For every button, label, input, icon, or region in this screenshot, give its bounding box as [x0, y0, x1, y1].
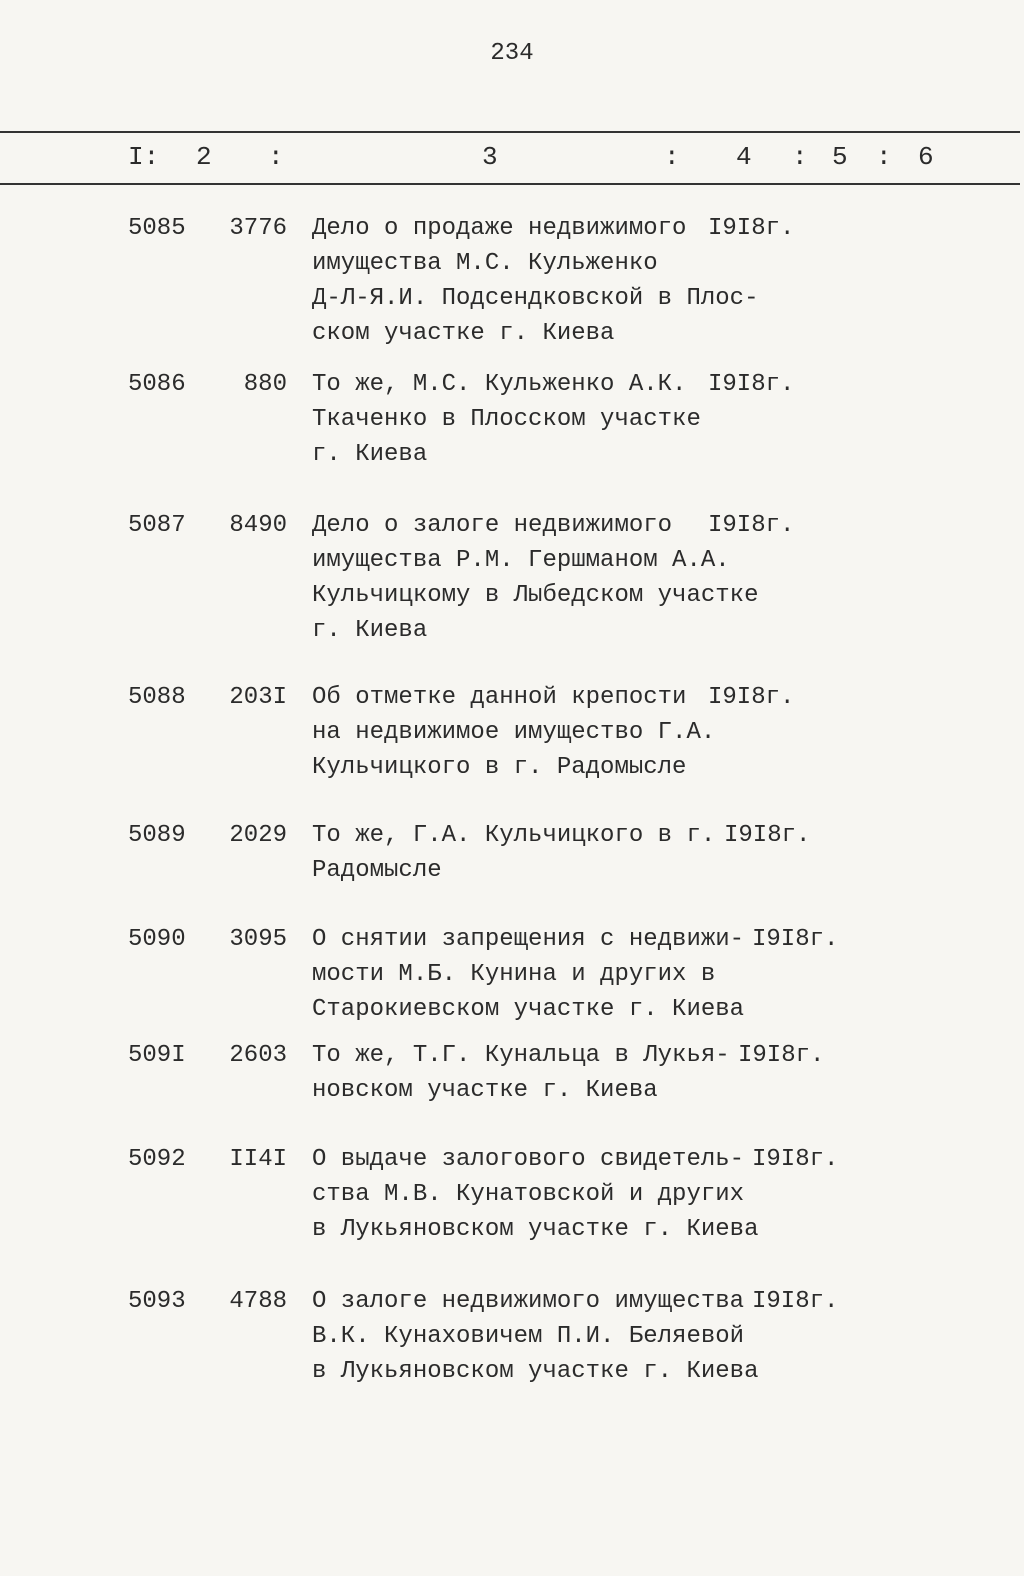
description-line: Д-Л-Я.И. Подсендковской в Плос-: [312, 285, 759, 312]
description-line: Дело о залоге недвижимого: [312, 512, 673, 539]
header-sep-4: :: [876, 142, 892, 172]
description-line: на недвижимое имущество Г.А.: [312, 719, 716, 746]
description-line: То же, Т.Г. Кунальца в Лукья-: [312, 1042, 730, 1069]
inventory-number: 203I: [229, 684, 287, 711]
entry-number: 5087: [128, 512, 186, 539]
inventory-number: 2603: [229, 1042, 287, 1069]
description-line: Радомысле: [312, 857, 442, 884]
description-line: Кульчицкому в Лыбедском участке: [312, 582, 759, 609]
entry-description: [312, 680, 716, 785]
header-col-5: 5: [832, 142, 848, 172]
entry-description: [312, 1038, 730, 1108]
entry-number: 5093: [128, 1288, 186, 1315]
description-line: О снятии запрещения с недвижи-: [312, 926, 745, 953]
description-line: имущества Р.М. Гершманом А.А.: [312, 547, 730, 574]
header-rule-top: [0, 131, 1020, 133]
description-line: Старокиевском участке г. Киева: [312, 996, 745, 1023]
description-line: То же, М.С. Кульженко А.К.: [312, 371, 687, 398]
description-line: г. Киева: [312, 441, 428, 468]
description-line: О залоге недвижимого имущества: [312, 1288, 745, 1315]
entry-number: 5086: [128, 371, 186, 398]
header-col-3: 3: [482, 142, 498, 172]
description-line: Ткаченко в Плосском участке: [312, 406, 701, 433]
description-line: О выдаче залогового свидетель-: [312, 1146, 745, 1173]
description-line: В.К. Кунаховичем П.И. Беляевой: [312, 1323, 745, 1350]
entry-number: 5085: [128, 215, 186, 242]
header-col-6: 6: [918, 142, 934, 172]
entry-year: I9I8г.: [708, 684, 795, 711]
entry-description: [312, 818, 716, 888]
entry-year: I9I8г.: [708, 215, 795, 242]
description-line: Об отметке данной крепости: [312, 684, 687, 711]
entry-year: I9I8г.: [752, 1288, 839, 1315]
page-number: 234: [490, 40, 534, 67]
entry-year: I9I8г.: [752, 1146, 839, 1173]
inventory-number: II4I: [229, 1146, 287, 1173]
inventory-number: 8490: [229, 512, 287, 539]
entry-description: [312, 922, 745, 1027]
description-line: ском участке г. Киева: [312, 320, 615, 347]
header-sep-1: :: [268, 142, 284, 172]
entry-number: 5092: [128, 1146, 186, 1173]
description-line: То же, Г.А. Кульчицкого в г.: [312, 822, 716, 849]
description-line: имущества М.С. Кульженко: [312, 250, 658, 277]
description-line: в Лукьяновском участке г. Киева: [312, 1358, 759, 1385]
description-line: Кульчицкого в г. Радомысле: [312, 754, 687, 781]
header-col-4: 4: [736, 142, 752, 172]
entry-year: I9I8г.: [738, 1042, 825, 1069]
description-line: в Лукьяновском участке г. Киева: [312, 1216, 759, 1243]
entry-year: I9I8г.: [724, 822, 811, 849]
inventory-number: 3776: [229, 215, 287, 242]
description-line: Дело о продаже недвижимого: [312, 215, 687, 242]
entry-number: 509I: [128, 1042, 186, 1069]
inventory-number: 2029: [229, 822, 287, 849]
entry-description: [312, 1284, 759, 1389]
entry-number: 5090: [128, 926, 186, 953]
description-line: новском участке г. Киева: [312, 1077, 658, 1104]
entry-number: 5089: [128, 822, 186, 849]
description-line: г. Киева: [312, 617, 428, 644]
entry-description: [312, 1142, 759, 1247]
header-col-2: 2: [196, 142, 212, 172]
description-line: мости М.Б. Кунина и других в: [312, 961, 716, 988]
header-col-1: I:: [128, 142, 160, 172]
header-rule-bottom: [0, 183, 1020, 185]
header-sep-3: :: [792, 142, 808, 172]
entry-year: I9I8г.: [708, 371, 795, 398]
entry-year: I9I8г.: [752, 926, 839, 953]
entry-number: 5088: [128, 684, 186, 711]
entry-year: I9I8г.: [708, 512, 795, 539]
inventory-number: 3095: [229, 926, 287, 953]
entry-description: [312, 367, 702, 472]
description-line: ства М.В. Кунатовской и других: [312, 1181, 745, 1208]
header-sep-2: :: [664, 142, 680, 172]
inventory-number: 4788: [229, 1288, 287, 1315]
inventory-number: 880: [243, 371, 287, 398]
